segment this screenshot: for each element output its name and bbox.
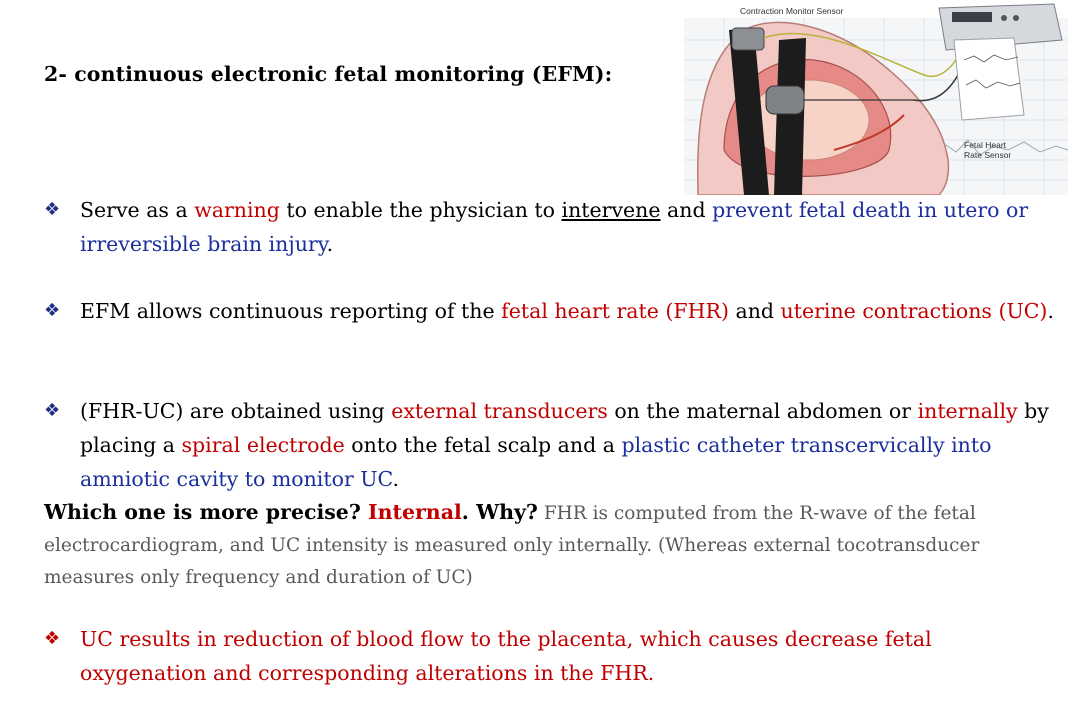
text-run: to enable the physician to: [279, 198, 562, 222]
text-run: plastic catheter transcervically into amniotic cavity to monitor UC: [80, 433, 992, 491]
bullet-efm-reporting: [44, 294, 1064, 328]
text-run: .: [392, 467, 400, 491]
text-run: Serve as a: [80, 198, 195, 222]
text-run: and: [728, 299, 781, 323]
bullet-text: [80, 622, 1064, 690]
label-fhr-sensor: Fetal Heart Rate Sensor: [964, 140, 1012, 160]
text-run: prevent fetal death in utero or irreversible brain injury: [80, 198, 1029, 256]
answer-sep: .: [461, 500, 477, 524]
bullet-text: [80, 394, 1064, 496]
text-run: internally: [917, 399, 1018, 423]
label-contraction-sensor: Contraction Monitor Sensor: [740, 6, 844, 16]
text-run: intervene: [561, 198, 661, 222]
bullet-diamond-icon: ❖: [44, 628, 61, 649]
text-run: (FHR-UC) are obtained using: [80, 399, 392, 423]
efm-illustration: [684, 0, 1068, 195]
text-run: EFM allows continuous reporting of the: [80, 299, 502, 323]
explanation-text: FHR is computed from the R-wave of the fetal electrocardiogram, and UC intensity is measured only internally. (Whereas external tocotransducer measures only frequency and duration of UC): [44, 503, 980, 588]
answer-text: Internal: [368, 500, 462, 524]
question-text: Which one is more precise?: [44, 500, 368, 524]
bullet-diamond-icon: ❖: [44, 400, 61, 421]
text-run: warning: [194, 198, 280, 222]
bullet-uc-effects: [44, 622, 1064, 690]
precision-question: [44, 497, 1064, 593]
why-label: Why?: [476, 500, 538, 524]
text-run: onto the fetal scalp and a: [344, 433, 622, 457]
bullet-diamond-icon: ❖: [44, 199, 61, 220]
text-run: .: [1047, 299, 1054, 323]
text-run: UC results in reduction of blood flow to the placenta, which causes decrease fetal oxygenation and corresponding alterations in the FHR.: [80, 627, 932, 685]
slide-heading: 2- continuous electronic fetal monitoring (EFM):: [44, 62, 613, 86]
text-run: uterine contractions (UC): [780, 299, 1048, 323]
text-run: fetal heart rate (FHR): [501, 299, 729, 323]
bullet-transducers: [44, 394, 1064, 496]
bullet-text: [80, 193, 1064, 261]
text-run: on the maternal abdomen or: [607, 399, 918, 423]
text-run: .: [326, 232, 334, 256]
text-run: external transducers: [391, 399, 608, 423]
text-run: by placing a: [80, 399, 1049, 457]
bullet-text: [80, 294, 1064, 328]
bullet-warning: [44, 193, 1064, 261]
text-run: and: [660, 198, 713, 222]
bullet-diamond-icon: ❖: [44, 300, 61, 321]
contraction-sensor: [732, 28, 764, 50]
text-run: spiral electrode: [181, 433, 345, 457]
